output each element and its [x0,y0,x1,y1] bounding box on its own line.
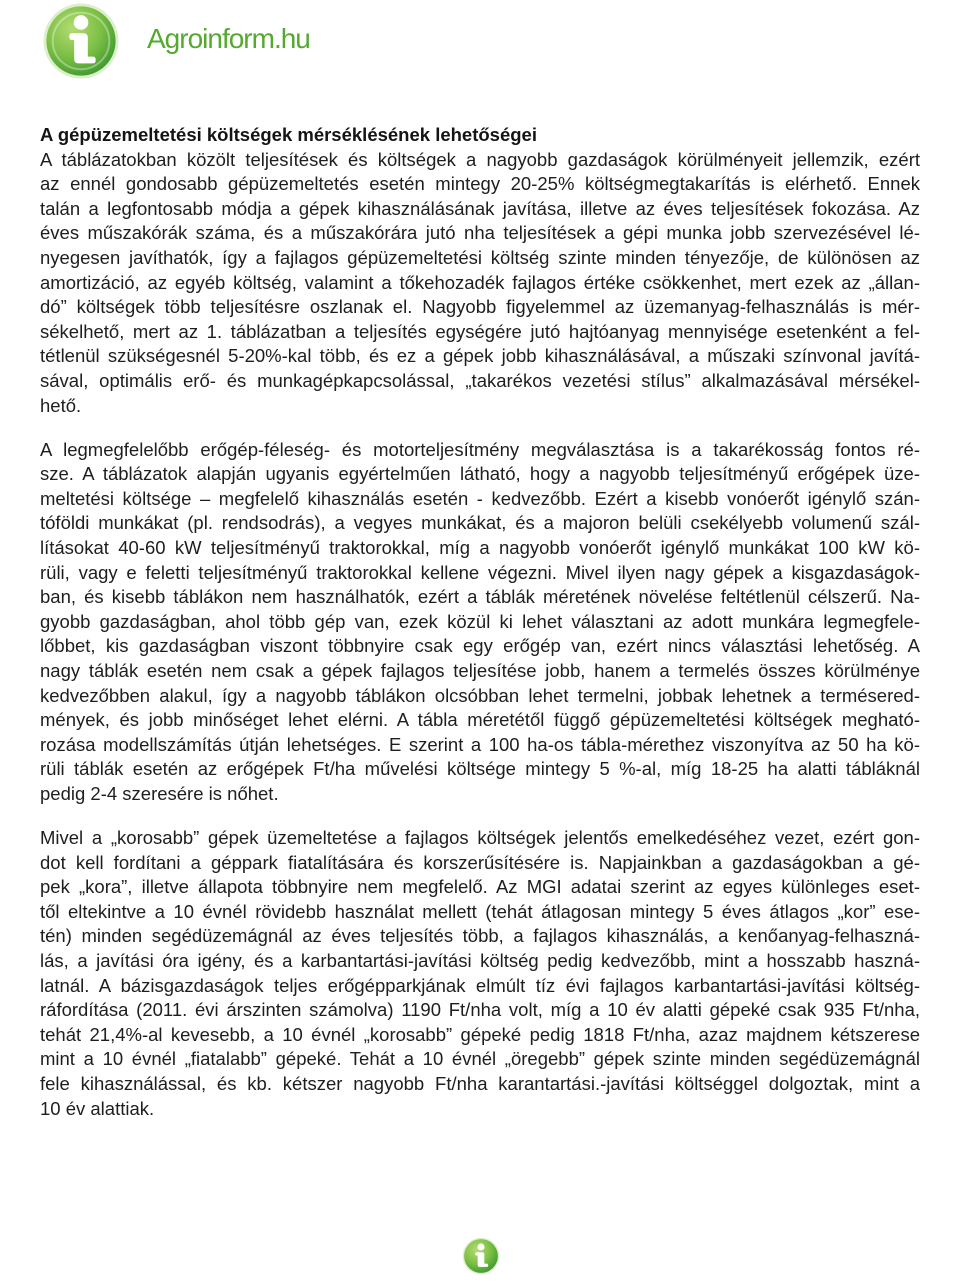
text-line: pedig 2-4 szeresére is nőhet. [40,782,279,804]
text-line: rozása modellszámítás útján lehetséges. E szerint a 100 ha-os tábla-mérethez viszonyítva az 50 ha kö- [40,733,920,755]
text-line: tehát 21,4%-al kevesebb, a 10 évnél „korosabb” gépeké pedig 1818 Ft/nha, azaz majdnem kétszerese [40,1023,920,1045]
text-line: sékelhető, mert az 1. táblázatban a teljesítés egységére jutó hajtóanyag mennyisége esetenként a fel- [40,320,920,342]
text-line: dó” költségek több teljesítésre oszlanak el. Nagyobb figyelemmel az üzemanyag-felhasználás is mér- [40,296,920,318]
text-line: rüli táblák esetén az erőgépek Ft/ha művelési költsége mintegy 5 %-al, míg 18-25 ha alatti tábláknál [40,758,920,780]
footer-logo-icon [462,1237,500,1275]
text-line: sze. A táblázatok alapján ugyanis egyértelműen látható, hogy a nagyobb teljesítményű erőgépek üze- [40,463,920,485]
text-line: sával, optimális erő- és munkagépkapcsolással, „takarékos vezetési stílus” alkalmazásával mérsékel- [40,369,920,391]
text-line: az ennél gondosabb gépüzemeltetés esetén mintegy 20-25% költségmegtakarítás is elérhető. Ennek [40,173,920,195]
text-line: ban, és kisebb táblákon nem használhatók, ezért a táblák méretének növelése feltétlenül célszerű. Na- [40,586,920,608]
article-title: A gépüzemeltetési költségek mérséklésének lehetőségei [40,124,537,145]
text-line: től eltekintve a 10 évnél rövidebb használat mellett (tehát átlagosan mintegy 5 éves átlagos „kor” ese- [40,900,920,922]
text-line: ráfordítása (2011. évi árszinten számolva) 1190 Ft/nha volt, míg a 10 év alatti gépeké csak 935 Ft/nha, [40,999,920,1021]
text-line: dot kell fordítani a géppark fiatalítására és korszerűsítésére is. Napjainkban a gazdaságokban a gé- [40,851,920,873]
text-line: A legmegfelelőbb erőgép-féleség- és motorteljesítmény megválasztása is a takarékosság fontos ré- [40,438,920,460]
text-line: tén) minden segédüzemágnál az éves teljesítés több, a fajlagos kihasználás, a kenőanyag-felhaszná- [40,925,920,947]
text-line: hető. [40,394,82,416]
text-line: fele kihasználással, és kb. kétszer nagyobb Ft/nha karantartási.-javítási költséggel dolgoztak, mint a [40,1072,920,1094]
text-line: tóföldi munkákat (pl. rendsodrás), a vegyes munkákat, és a majoron belüli csekélyebb volumenű szál- [40,512,920,534]
text-line: mények, és jobb minőséget lehet elérni. A tábla méretétől függő gépüzemeltetési költségek megható- [40,709,920,731]
brand-name: Agroinform.hu [147,23,310,54]
paragraph-2 [40,438,920,807]
text-line: talán a legfontosabb módja a gépek kihasználásának javítása, illetve az éves teljesítések fokozása. Az [40,197,920,219]
text-line: nyegesen javíthatók, így a fajlagos gépüzemeltetési költség szinte minden tényezője, de különösen az [40,246,920,268]
text-line: mint a 10 évnél „fiatalabb” gépeké. Tehát a 10 évnél „öregebb” gépek szinte minden segédüzemágnál [40,1048,920,1070]
paragraph-1 [40,148,920,419]
article-body [40,123,920,1121]
text-line: kedvezőbben alakul, így a nagyobb táblákon olcsóbban lehet termelni, jobbak lehetnek a termésered- [40,684,920,706]
text-line: rüli, vagy e feletti teljesítményű traktorokkal kellene végezni. Mivel ilyen nagy gépek a kisgazdaságok- [40,561,920,583]
text-line: 10 év alattiak. [40,1097,155,1119]
text-line: nagy táblák esetén nem csak a gépek fajlagos teljesítése jobb, hanem a termelés összes körülménye [40,659,920,681]
text-line: Mivel a „korosabb” gépek üzemeltetése a fajlagos költségek jelentős emelkedéséhez vezet, ezért gon- [40,827,920,849]
text-line: tétlenül szükségesnél 5-20%-kal több, és ez a gépek jobb kihasználásával, a műszaki színvonal javítá- [40,345,920,367]
text-line: latnál. A bázisgazdaságok teljes erőgépparkjának elmúlt tíz évi fajlagos karbantartási-javítási költség- [40,974,920,996]
agroinform-logo-icon [42,2,120,80]
text-line: lításokat 40-60 kW teljesítményű traktorokkal, míg a nagyobb vonóerőt igénylő munkákat 100 kW kö- [40,537,920,558]
text-line: amortizáció, az egyéb költség, valamint a tőkehozadék fajlagos értéke csökkenhet, mert ezek az „állan- [40,271,920,293]
text-line: lás, a javítási óra igény, és a karbantartási-javítási költség pedig kedvezőbb, mint a hosszabb haszná- [40,950,920,971]
paragraph-3 [40,826,920,1121]
text-line: lőbbet, kis gazdaságban viszont többnyire csak egy erőgép van, ezért nincs választási lehetőség. A [40,635,920,657]
text-line: A táblázatokban közölt teljesítések és költségek a nagyobb gazdaságok körülményeit jellemzik, ezért [40,148,920,170]
text-line: meltetési költsége – megfelelő kihasználás esetén - kedvezőbb. Ezért a kisebb vonóerőt igénylő szán- [40,487,920,509]
text-line: pek „kora”, illetve állapota többnyire nem megfelelő. Az MGI adatai szerint az egyes különleges eset- [40,876,920,898]
text-line: gyobb gazdaságban, ahol több gép van, ezek közül ki lehet választani az adott munkára legmegfele- [40,610,920,632]
text-line: éves műszakórák száma, és a műszakórára jutó nha teljesítések a gépi munka jobb szervezésével lé- [40,222,920,244]
